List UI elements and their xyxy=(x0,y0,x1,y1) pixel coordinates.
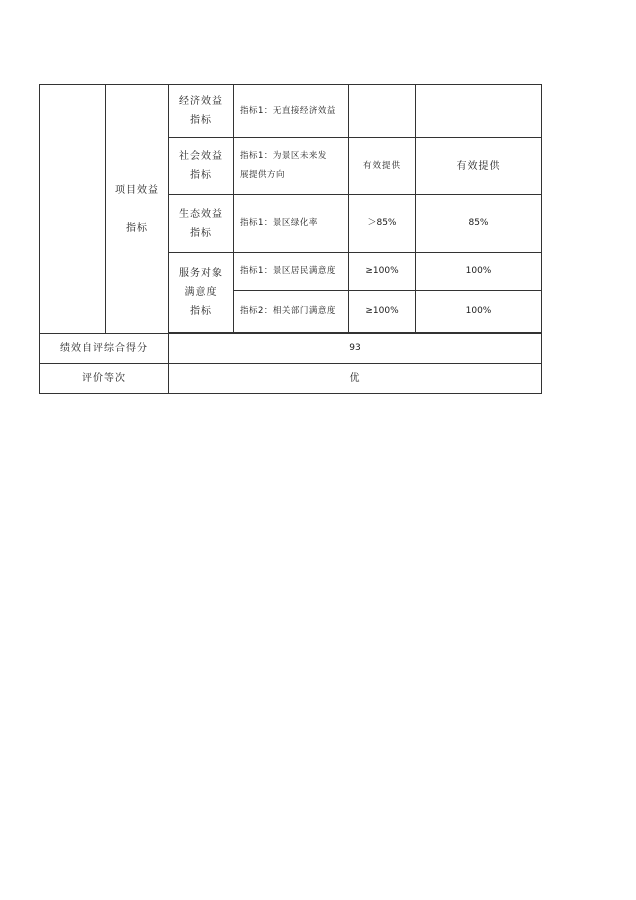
target-cell xyxy=(349,85,416,138)
actual-cell: 85% xyxy=(416,195,542,253)
actual-cell xyxy=(416,85,542,138)
table-row xyxy=(40,334,542,364)
score-value: 93 xyxy=(169,334,542,364)
target-cell: ＞85% xyxy=(349,195,416,253)
actual-cell: 有效提供 xyxy=(416,138,542,195)
category-cell: 经济效益 指标 xyxy=(169,85,234,138)
indicator-cell: 指标1：无直接经济效益 xyxy=(234,85,349,138)
level1-cell xyxy=(40,85,106,334)
actual-cell: 100% xyxy=(416,291,542,333)
table-row xyxy=(40,85,542,138)
indicator-cell: 指标2：相关部门满意度 xyxy=(234,291,349,333)
grade-value: 优 xyxy=(169,364,542,394)
target-cell: 有效提供 xyxy=(349,138,416,195)
table-row xyxy=(40,364,542,394)
target-cell: ≥100% xyxy=(349,253,416,291)
indicator-cell: 指标1：景区居民满意度 xyxy=(234,253,349,291)
category-cell: 社会效益 指标 xyxy=(169,138,234,195)
performance-table xyxy=(39,84,542,394)
category-cell: 生态效益 指标 xyxy=(169,195,234,253)
score-label: 绩效自评综合得分 xyxy=(40,334,169,364)
category-cell: 服务对象 满意度 指标 xyxy=(169,253,234,333)
grade-label: 评价等次 xyxy=(40,364,169,394)
indicator-cell: 指标1：为景区未来发 展提供方向 xyxy=(234,138,349,195)
actual-cell: 100% xyxy=(416,253,542,291)
target-cell: ≥100% xyxy=(349,291,416,333)
level2-cell: 项目效益 指标 xyxy=(106,85,169,334)
indicator-cell: 指标1：景区绿化率 xyxy=(234,195,349,253)
